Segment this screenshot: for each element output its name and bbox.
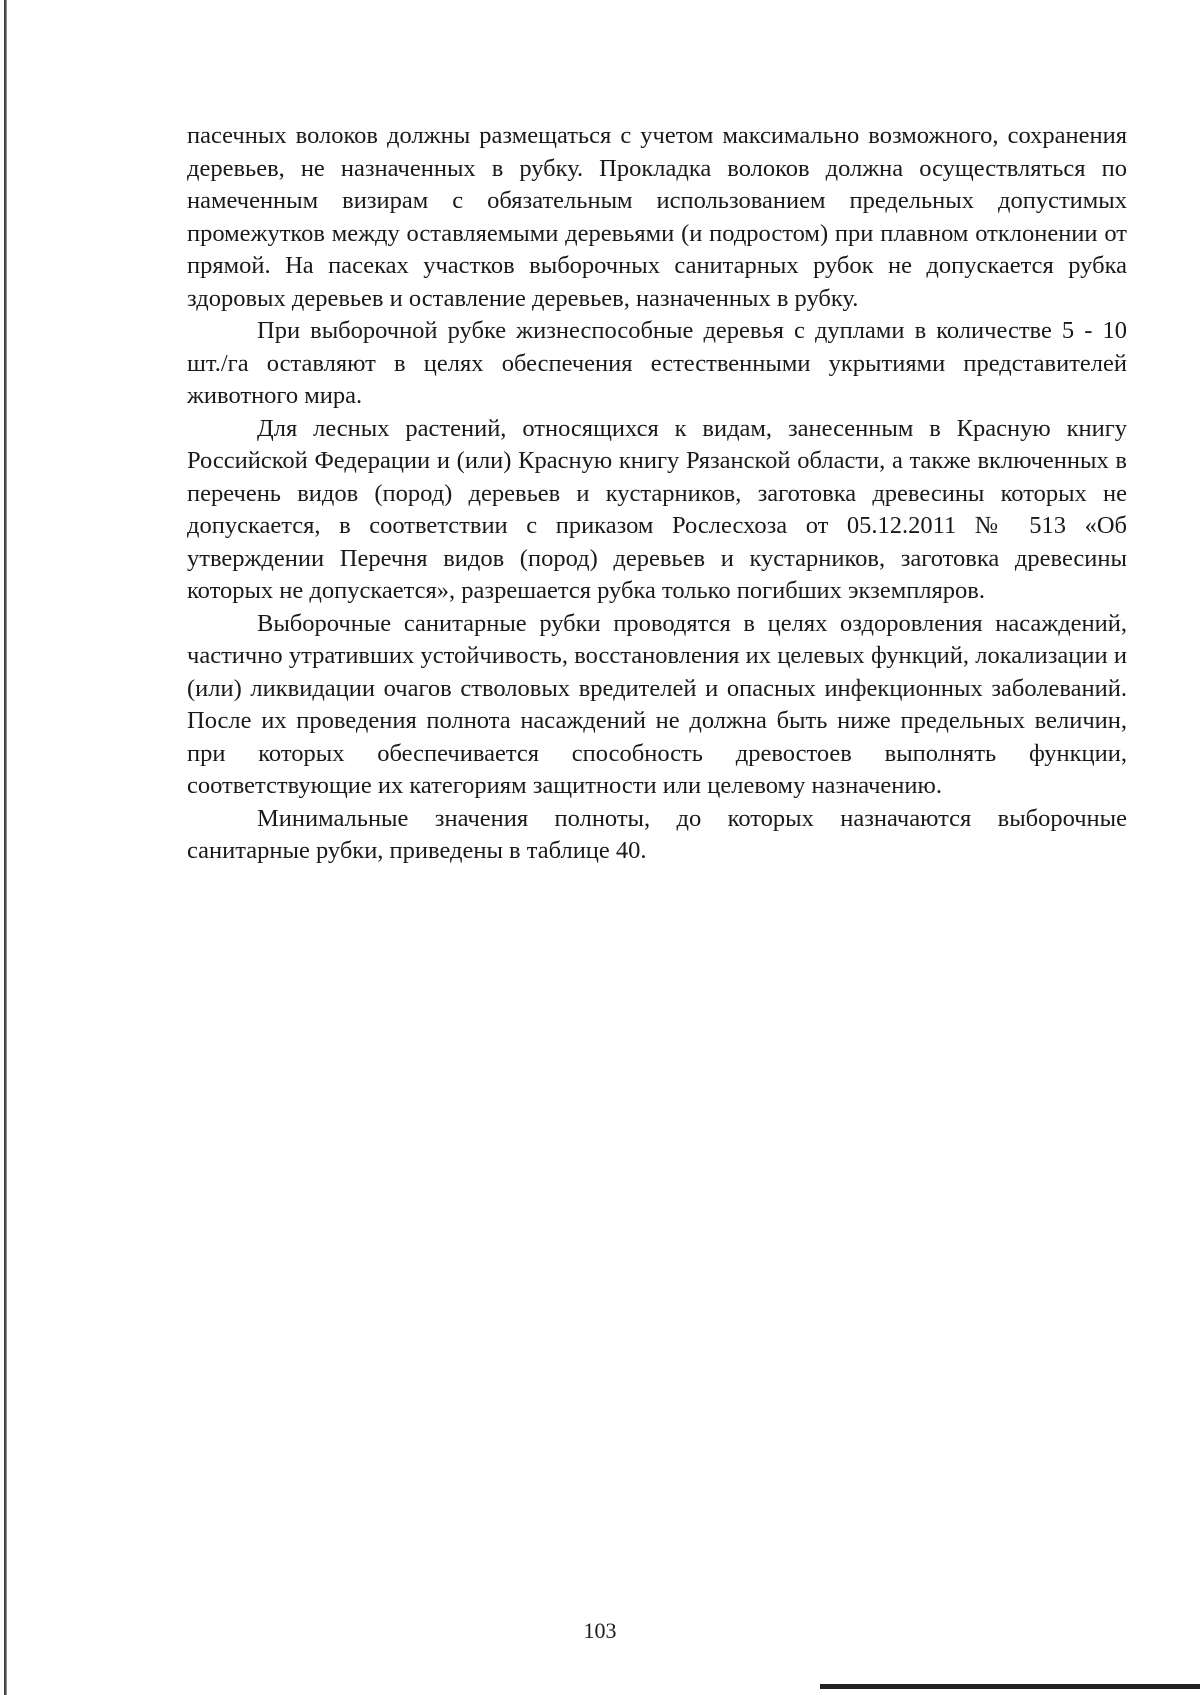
scan-bottom-edge — [820, 1684, 1200, 1689]
page-number: 103 — [583, 1618, 617, 1643]
document-body — [187, 120, 1127, 868]
scan-left-edge — [4, 0, 7, 1695]
paragraph-continuation: пасечных волоков должны размещаться с учетом максимально возможного, сохранения деревьев, не назначенных в рубку. Прокладка волоков должна осуществляться по намеченным визирам с обязательным использованием предельных допустимых промежутков между оставляемыми деревьями (и подростом) при плавном отклонении от прямой. На пасеках участков выборочных санитарных рубок не допускается рубка здоровых деревьев и оставление деревьев, назначенных в рубку. — [187, 122, 1127, 312]
paragraph-minimum-density: Минимальные значения полноты, до которых назначаются выборочные санитарные рубки, приведены в таблице 40. — [187, 804, 1127, 864]
paragraph-hollow-trees: При выборочной рубке жизнеспособные деревья с дуплами в количестве 5 - 10 шт./га оставляют в целях обеспечения естественными укрытиями представителей животного мира. — [187, 317, 1127, 409]
paragraph-selective-sanitary-cutting: Выборочные санитарные рубки проводятся в целях оздоровления насаждений, частично утративших устойчивость, восстановления их целевых функций, локализации и (или) ликвидации очагов стволовых вредителей и опасных инфекционных заболеваний. После их проведения полнота насаждений не должна быть ниже предельных величин, при которых обеспечивается способность древостоев выполнять функции, соответствующие их категориям защитности или целевому назначению. — [187, 609, 1127, 799]
paragraph-red-book: Для лесных растений, относящихся к видам, занесенным в Красную книгу Российской Федерации и (или) Красную книгу Рязанской области, а также включенных в перечень видов (пород) деревьев и кустарников, заготовка древесины которых не допускается, в соответствии с приказом Рослесхоза от 05.12.2011 № 513 «Об утверждении Перечня видов (пород) деревьев и кустарников, заготовка древесины которых не допускается», разрешается рубка только погибших экземпляров. — [187, 414, 1127, 604]
